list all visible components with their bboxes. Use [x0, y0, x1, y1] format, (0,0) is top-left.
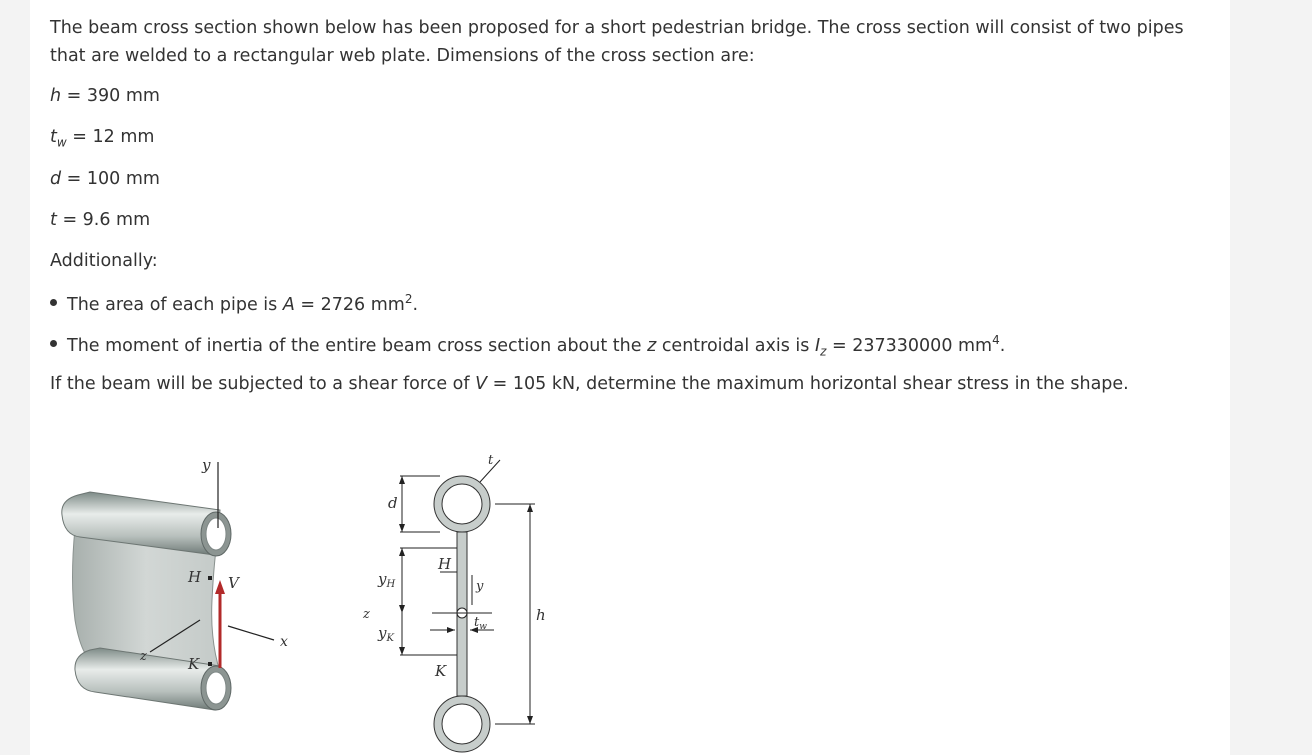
dimension-t: t = 9.6 mm: [50, 210, 151, 230]
section-yH-label: $y_H$: [378, 570, 396, 590]
iso-z-label: z: [140, 649, 147, 664]
iso-H-label: H: [188, 568, 202, 586]
dimension-tw: $t_w = 12$ mm: [50, 127, 155, 150]
section-z-label: z: [363, 607, 370, 622]
cross-section: [400, 460, 535, 752]
section-H-label: H: [438, 555, 452, 573]
bullet-moment: The moment of inertia of the entire beam cross section about the z centroidal axis is $I_z = 237330000$ $mm^4$.: [50, 333, 1005, 358]
isometric-beam: [62, 456, 288, 710]
problem-intro: [50, 14, 1220, 70]
dimension-h: h = 390 mm: [50, 86, 160, 106]
iso-y-label: y: [202, 456, 211, 474]
section-K-label: K: [435, 662, 447, 680]
intro-text: The beam cross section shown below has been proposed for a short pedestrian bridge. The cross section will consist of two pipes that are welded to a rectangular web plate. Dimensions of the cross section are:: [50, 18, 1184, 66]
beam-figure: [30, 440, 550, 755]
section-h-label: h: [536, 606, 546, 624]
iso-x-label: x: [280, 634, 288, 650]
dimension-d: d = 100 mm: [50, 169, 160, 189]
section-y-label: y: [476, 579, 484, 594]
iso-K-label: K: [188, 655, 200, 673]
section-yK-label: $y_K$: [378, 624, 394, 644]
bullet-area: The area of each pipe is A = 2726 $mm^2$.: [50, 292, 418, 315]
section-d-label: d: [388, 494, 398, 512]
section-t-label: t: [488, 453, 494, 468]
section-tw-label: $t_w$: [474, 615, 487, 632]
iso-V-label: V: [228, 574, 239, 592]
question-text: If the beam will be subjected to a shear force of V = 105 kN, determine the maximum horizontal shear stress in the shape.: [50, 374, 1129, 394]
problem-card: [30, 0, 1230, 755]
additionally-label: Additionally:: [50, 251, 158, 271]
